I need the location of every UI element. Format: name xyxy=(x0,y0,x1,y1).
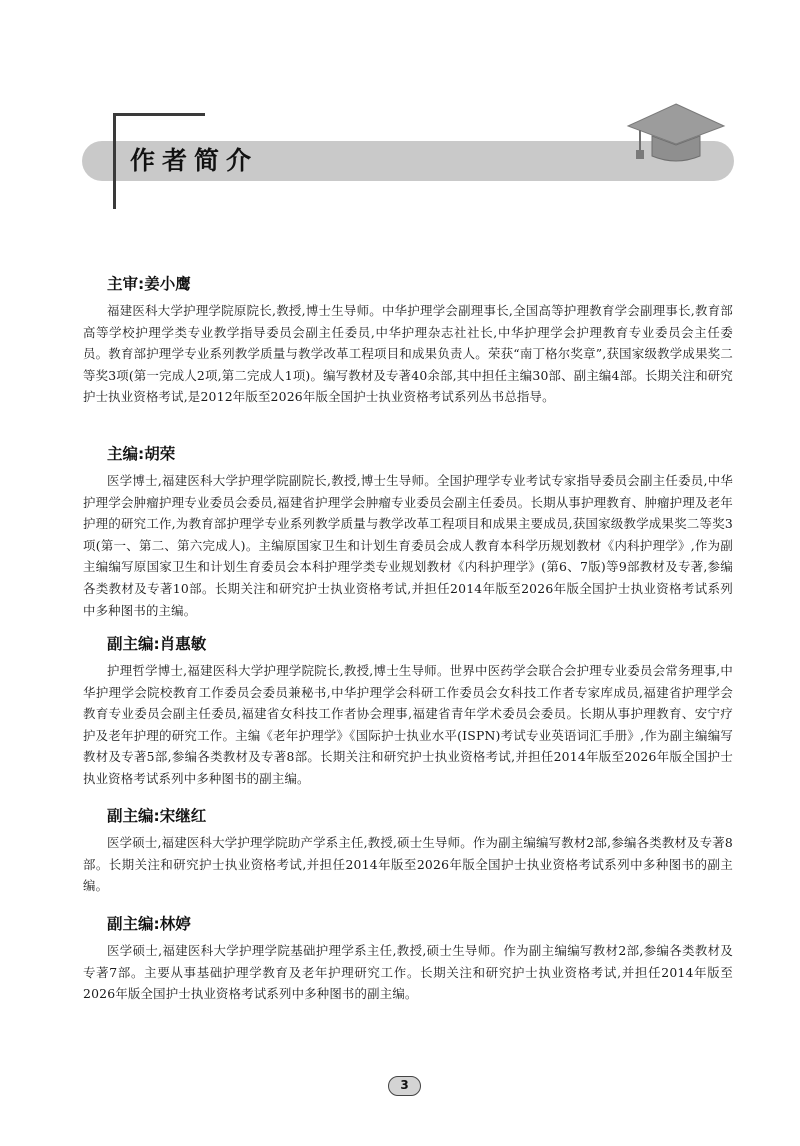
author-name: 副主编:林婷 xyxy=(107,915,191,933)
graduation-cap-icon xyxy=(624,100,728,170)
author-section-chief-reviewer xyxy=(83,274,733,408)
author-section-deputy-editor-1 xyxy=(83,634,733,790)
author-section-chief-editor xyxy=(83,444,733,621)
author-section-deputy-editor-3 xyxy=(83,914,733,1005)
author-bio: 福建医科大学护理学院原院长,教授,博士生导师。中华护理学会副理事长,全国高等护理教育学会副理事长,教育部高等学校护理学类专业教学指导委员会副主任委员,中华护理杂志社社长,中华护理学会护理教育专业委员会主任委员。教育部护理学专业系列教学质量与教学改革工程项目和成果负责人。荣获“南丁格尔奖章”,获国家级教学成果奖二等奖3项(第一完成人2项,第二完成人1项)。编写教材及专著40余部,其中担任主编30部、副主编4部。长期关注和研究护士执业资格考试,是2012年版至2026年版全国护士执业资格考试系列丛书总指导。 xyxy=(83,303,733,405)
page-header xyxy=(0,0,800,230)
author-bio: 护理哲学博士,福建医科大学护理学院院长,教授,博士生导师。世界中医药学会联合会护理专业委员会常务理事,中华护理学会院校教育工作委员会委员兼秘书,中华护理学会科研工作委员会女科技工作者专家库成员,福建省护理学会教育专业委员会副主任委员,福建省女科技工作者协会理事,福建省青年学术委员会委员。长期从事护理教育、安宁疗护及老年护理的研究工作。主编《老年护理学》《国际护士执业水平(ISPN)考试专业英语词汇手册》,作为副主编编写教材及专著5部,参编各类教材及专著8部。长期关注和研究护士执业资格考试,并担任2014年版至2026年版全国护士执业资格考试系列中多种图书的副主编。 xyxy=(83,663,733,786)
author-name: 主编:胡荣 xyxy=(107,445,176,463)
author-bio: 医学硕士,福建医科大学护理学院基础护理学系主任,教授,硕士生导师。作为副主编编写教材2部,参编各类教材及专著7部。主要从事基础护理学教育及老年护理研究工作。长期关注和研究护士执业资格考试,并担任2014年版至2026年版全国护士执业资格考试系列中多种图书的副主编。 xyxy=(83,943,733,1002)
author-section-deputy-editor-2 xyxy=(83,806,733,897)
page-title: 作者简介 xyxy=(130,146,259,175)
author-bio: 医学硕士,福建医科大学护理学院助产学系主任,教授,硕士生导师。作为副主编编写教材2部,参编各类教材及专著8部。长期关注和研究护士执业资格考试,并担任2014年版至2026年版全国护士执业资格考试系列中多种图书的副主编。 xyxy=(83,835,733,894)
author-name: 副主编:肖惠敏 xyxy=(107,635,207,653)
author-name: 副主编:宋继红 xyxy=(107,807,207,825)
page-number: 3 xyxy=(388,1076,421,1096)
author-bio: 医学博士,福建医科大学护理学院副院长,教授,博士生导师。全国护理学专业考试专家指导委员会副主任委员,中华护理学会肿瘤护理专业委员会委员,福建省护理学会肿瘤专业委员会副主任委员。长期从事护理教育、肿瘤护理及老年护理的研究工作,为教育部护理学专业系列教学质量与教学改革工程项目和成果主要成员,获国家级教学成果奖二等奖3项(第一、第二、第六完成人)。主编原国家卫生和计划生育委员会成人教育本科学历规划教材《内科护理学》,作为副主编编写原国家卫生和计划生育委员会本科护理学类专业规划教材《内科护理学》(第6、7版)等9部教材及专著,参编各类教材及专著10部。长期关注和研究护士执业资格考试,并担任2014年版至2026年版全国护士执业资格考试系列中多种图书的主编。 xyxy=(83,473,733,618)
author-name: 主审:姜小鹰 xyxy=(107,275,191,293)
